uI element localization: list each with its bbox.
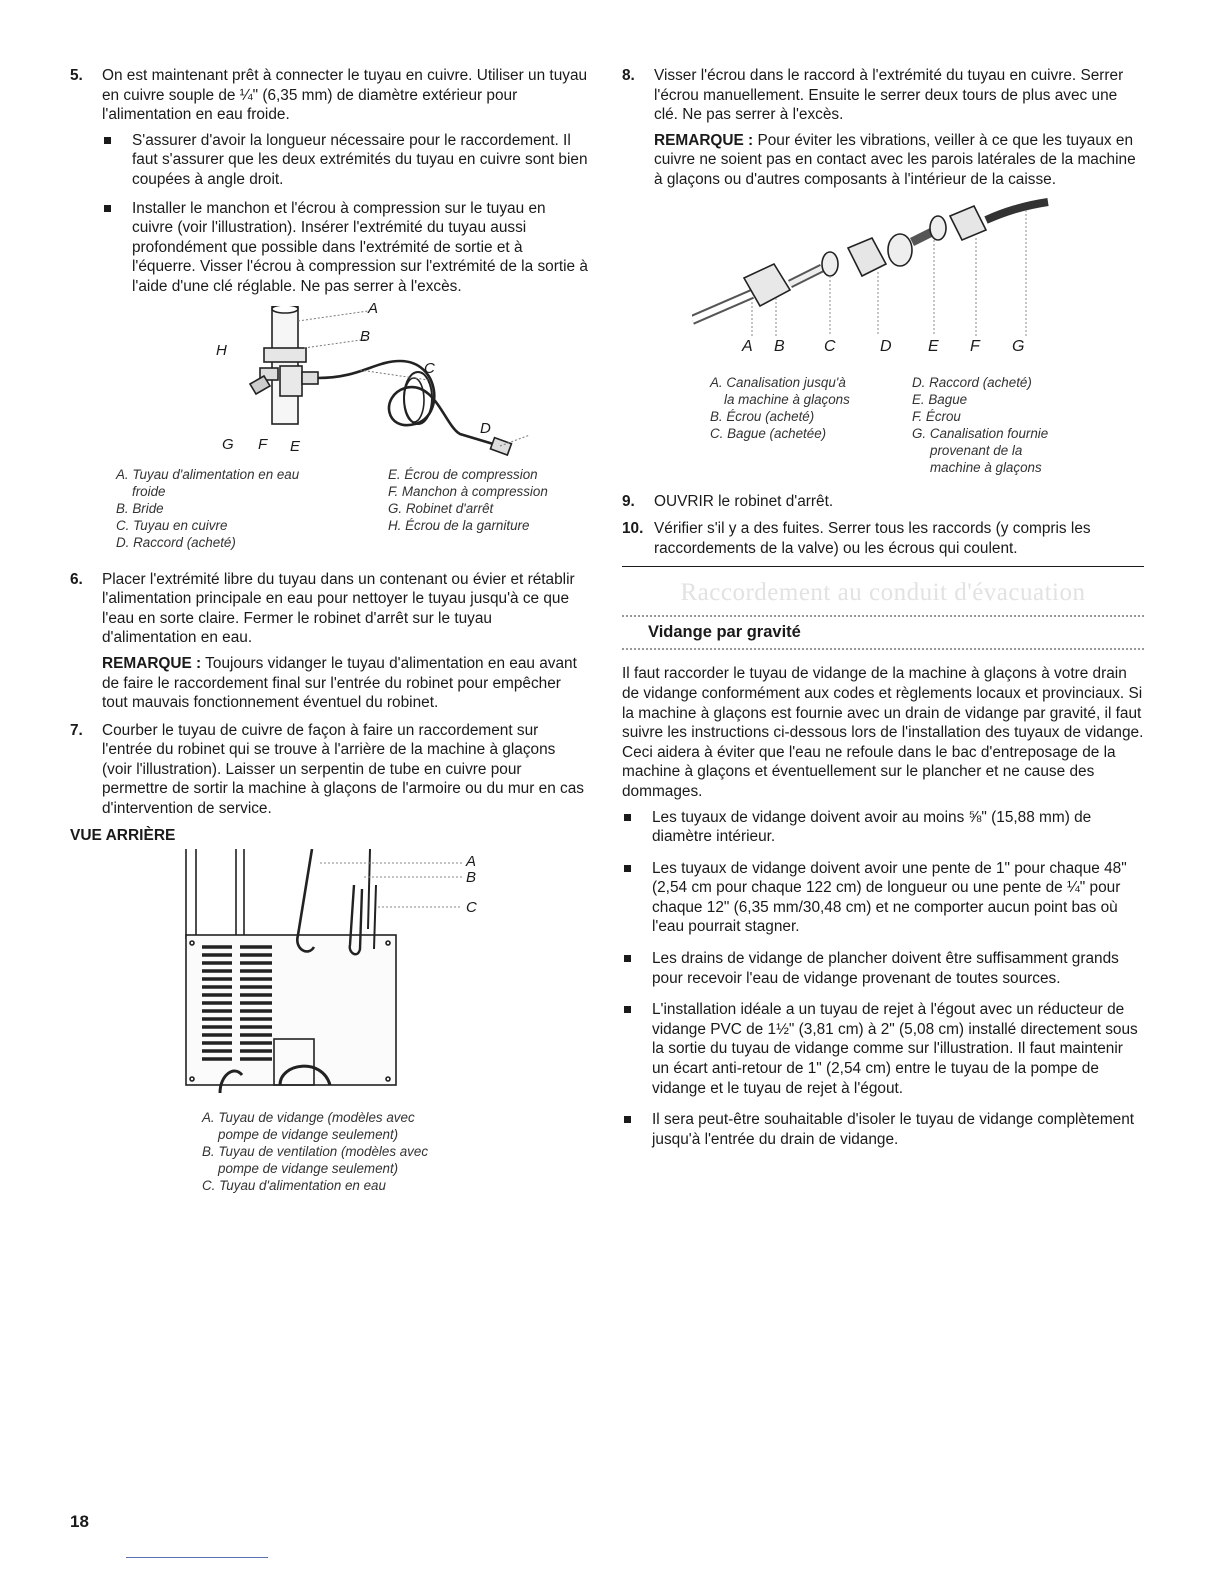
legend-item: C. Tuyau en cuivre (116, 517, 228, 533)
list-item: Les drains de vidange de plancher doivent être suffisamment grands pour recevoir l'eau de vidange provenant de toutes sources. (622, 949, 1144, 988)
step-10 (622, 519, 1144, 558)
list-item: Les tuyaux de vidange doivent avoir une pente de 1" pour chaque 48" (2,54 cm pour chaque 122 cm) de longueur ou une pente de ¼" pour chaque 12" (6,35 mm/30,48 cm) et ne comporter aucun point bas où l'eau pourrait stagner. (622, 859, 1144, 937)
legend-item: D. Raccord (acheté) (912, 374, 1032, 390)
legend-item: H. Écrou de la garniture (388, 517, 530, 533)
step-text: On est maintenant prêt à connecter le tuyau en cuivre. Utiliser un tuyau en cuivre souple de ¼" (6,35 mm) de diamètre extérieur pour l'alimentation en eau froide. (102, 67, 588, 124)
legend-item: E. Bague (912, 391, 968, 407)
dotted-divider (622, 648, 1144, 650)
rear-view-heading: VUE ARRIÈRE (70, 826, 176, 844)
left-column (70, 66, 588, 1194)
legend-item: B. Écrou (acheté) (710, 408, 815, 424)
ferrule (888, 234, 912, 266)
step-number: 10. (622, 520, 644, 538)
step-number: 6. (70, 570, 83, 588)
label-e: E (928, 337, 939, 355)
label-c: C (424, 359, 435, 377)
page-number: 18 (70, 1512, 89, 1531)
step-text: Placer l'extrémité libre du tuyau dans un contenant ou évier et rétablir l'alimentation principale en eau pour nettoyer le tuyau jusqu'à ce que l'eau en sorte claire. Fermer le robinet d'arrêt sur le tuyau d'alimentation en eau. (102, 570, 575, 647)
note-label: REMARQUE : (654, 131, 754, 149)
rear-view-illustration (180, 849, 500, 1099)
rear-label-a: A (466, 852, 477, 870)
rear-label-b: B (466, 868, 477, 886)
dotted-divider (622, 615, 1144, 617)
legend-item: D. Raccord (acheté) (116, 534, 236, 550)
bullet-list (622, 808, 1144, 1150)
legend-item: froide (132, 483, 166, 499)
figure-valve-connection (200, 299, 530, 456)
step-7 (70, 721, 588, 819)
step-number: 7. (70, 721, 83, 739)
legend-item: pompe de vidange seulement) (218, 1126, 399, 1142)
legend-item: F. Écrou (912, 408, 961, 424)
note (654, 131, 1144, 190)
figure-rear-view (180, 849, 500, 1099)
subsection-title: Vidange par gravité (648, 623, 801, 642)
rear-view-legend (202, 1109, 588, 1194)
step-text: Vérifier s'il y a des fuites. Serrer tous les raccords (y compris les raccordements de la valve) ou les écrous qui coulent. (654, 520, 1091, 557)
step-6 (70, 570, 588, 713)
legend-item: A. Canalisation jusqu'à (710, 374, 846, 390)
note-text: Pour éviter les vibrations, veiller à ce que les tuyaux en cuivre ne soient pas en contact avec les parois latérales de la machine à glaçons ou d'autres composants à l'intérieur de la caisse. (654, 131, 1136, 188)
legend-item: machine à glaçons (930, 459, 1042, 475)
legend-left (116, 466, 299, 551)
list-item: L'installation idéale a un tuyau de rejet à l'égout avec un réducteur de vidange PVC de 1½" (3,81 cm) à 2" (5,08 cm) installé directement sous la sortie du tuyau de vidange comme sur l'illustration. Il faut maintenir un écart anti-retour de 1" (2,54 cm) entre le tuyau de la pompe de vidange et le tuyau de rejet à l'égout. (622, 1000, 1144, 1098)
section-title: Raccordement au conduit d'évacuation (680, 579, 1086, 607)
label-d: D (480, 419, 491, 437)
legend-item: pompe de vidange seulement) (218, 1160, 399, 1176)
clamp (264, 348, 306, 362)
label-a: A (742, 337, 753, 355)
legend-item: G. Canalisation fournie (912, 425, 1049, 441)
step-number: 5. (70, 67, 83, 84)
nut (950, 206, 986, 240)
section-divider (622, 566, 1144, 567)
label-e: E (290, 437, 301, 455)
legend-item: B. Tuyau de ventilation (modèles avec (202, 1143, 429, 1159)
label-g: G (222, 435, 234, 453)
figure-fitting-assembly (692, 198, 1052, 355)
step-text: Visser l'écrou dans le raccord à l'extrémité du tuyau en cuivre. Serrer l'écrou manuellement. Ensuite le serrer deux tours de plus avec une clé. Ne pas serrer à l'excès. (654, 67, 1124, 124)
legend-item: E. Écrou de compression (388, 466, 538, 482)
label-a: A (368, 299, 379, 317)
legend-right (388, 466, 548, 534)
label-c: C (824, 337, 836, 355)
legend-right (912, 374, 1048, 476)
note (102, 654, 588, 713)
legend-item: F. Manchon à compression (388, 483, 548, 499)
label-b: B (360, 327, 371, 345)
step-9 (622, 492, 1144, 512)
list-item: S'assurer d'avoir la longueur nécessaire pour le raccordement. Il faut s'assurer que les deux extrémités du tuyau en cuivre sont bien coupées à angle droit. (102, 131, 588, 190)
legend-left (710, 374, 850, 442)
figure-legend (70, 466, 588, 562)
step-5 (70, 66, 588, 297)
legend-item: C. Tuyau d'alimentation en eau (202, 1177, 386, 1193)
step-text: OUVRIR le robinet d'arrêt. (654, 492, 834, 510)
bullet-list (102, 131, 588, 297)
step-number: 9. (622, 492, 635, 510)
list-item: Installer le manchon et l'écrou à compression sur le tuyau en cuivre (voir l'illustration). Insérer l'extrémité du tuyau aussi profondément que possible dans l'extrémité de sortie et à l'équerre. Visser l'écrou à compression sur l'extrémité de la sortie à l'aide d'une clé réglable. Ne pas serrer à l'excès. (102, 199, 588, 297)
note-text: Toujours vidanger le tuyau d'alimentation en eau avant de faire le raccordement final sur l'entrée du robinet pour empêcher tout mauvais fonctionnement éventuel du robinet. (102, 654, 577, 712)
fitting-legend (622, 374, 1144, 492)
right-column (622, 66, 1144, 1158)
label-d: D (880, 337, 892, 355)
label-g: G (1012, 337, 1025, 355)
fitting-purchased (848, 238, 886, 276)
list-item: Les tuyaux de vidange doivent avoir au moins ⅝" (15,88 mm) de diamètre intérieur. (622, 808, 1144, 847)
ice-machine-line (986, 202, 1048, 220)
legend-item: A. Tuyau de vidange (modèles avec (202, 1109, 415, 1125)
shutoff-valve (280, 366, 302, 396)
fitting (490, 437, 511, 454)
list-item: Il sera peut-être souhaitable d'isoler le tuyau de vidange complètement jusqu'à l'entrée du drain de vidange. (622, 1110, 1144, 1149)
step-8 (622, 66, 1144, 190)
note-label: REMARQUE : (102, 654, 202, 672)
water-supply-pipe (272, 306, 298, 424)
fitting-assembly-illustration (692, 198, 1052, 348)
legend-item: C. Bague (achetée) (710, 425, 827, 441)
legend-item: provenant de la (930, 442, 1023, 458)
legend-item: G. Robinet d'arrêt (388, 500, 494, 516)
legend-item: la machine à glaçons (724, 391, 850, 407)
legend-item: B. Bride (116, 500, 164, 516)
legend-item: A. Tuyau d'alimentation en eau (116, 466, 300, 482)
label-h: H (216, 341, 227, 359)
section-intro: Il faut raccorder le tuyau de vidange de la machine à glaçons à votre drain de vidange conformément aux codes et règlements locaux et provinciaux. Si la machine à glaçons est fournie avec un drain de vidange par gravité, il faut suivre les instructions ci-dessous lors de l'installation des tuyaux de vidange. Ceci aidera à éviter que l'eau ne refoule dans le bac d'entreposage de la machine à glaçons et éventuellement sur le plancher et ne cause des dommages. (622, 665, 1144, 800)
copper-tube (318, 361, 500, 446)
footer-rule (126, 1557, 268, 1558)
step-text: Courber le tuyau de cuivre de façon à faire un raccordement sur l'entrée du robinet qui se trouve à l'arrière de la machine à glaçons (voir l'illustration). Laisser un serpentin de tube en cuivre pour permettre de sortir la machine à glaçons de l'armoire ou du mur en cas d'intervention de service. (102, 721, 584, 818)
step-number: 8. (622, 67, 635, 84)
rear-label-c: C (466, 898, 477, 916)
label-f: F (258, 435, 268, 453)
ferrule-purchased (822, 252, 838, 276)
label-b: B (774, 337, 785, 355)
label-f: F (970, 337, 980, 355)
